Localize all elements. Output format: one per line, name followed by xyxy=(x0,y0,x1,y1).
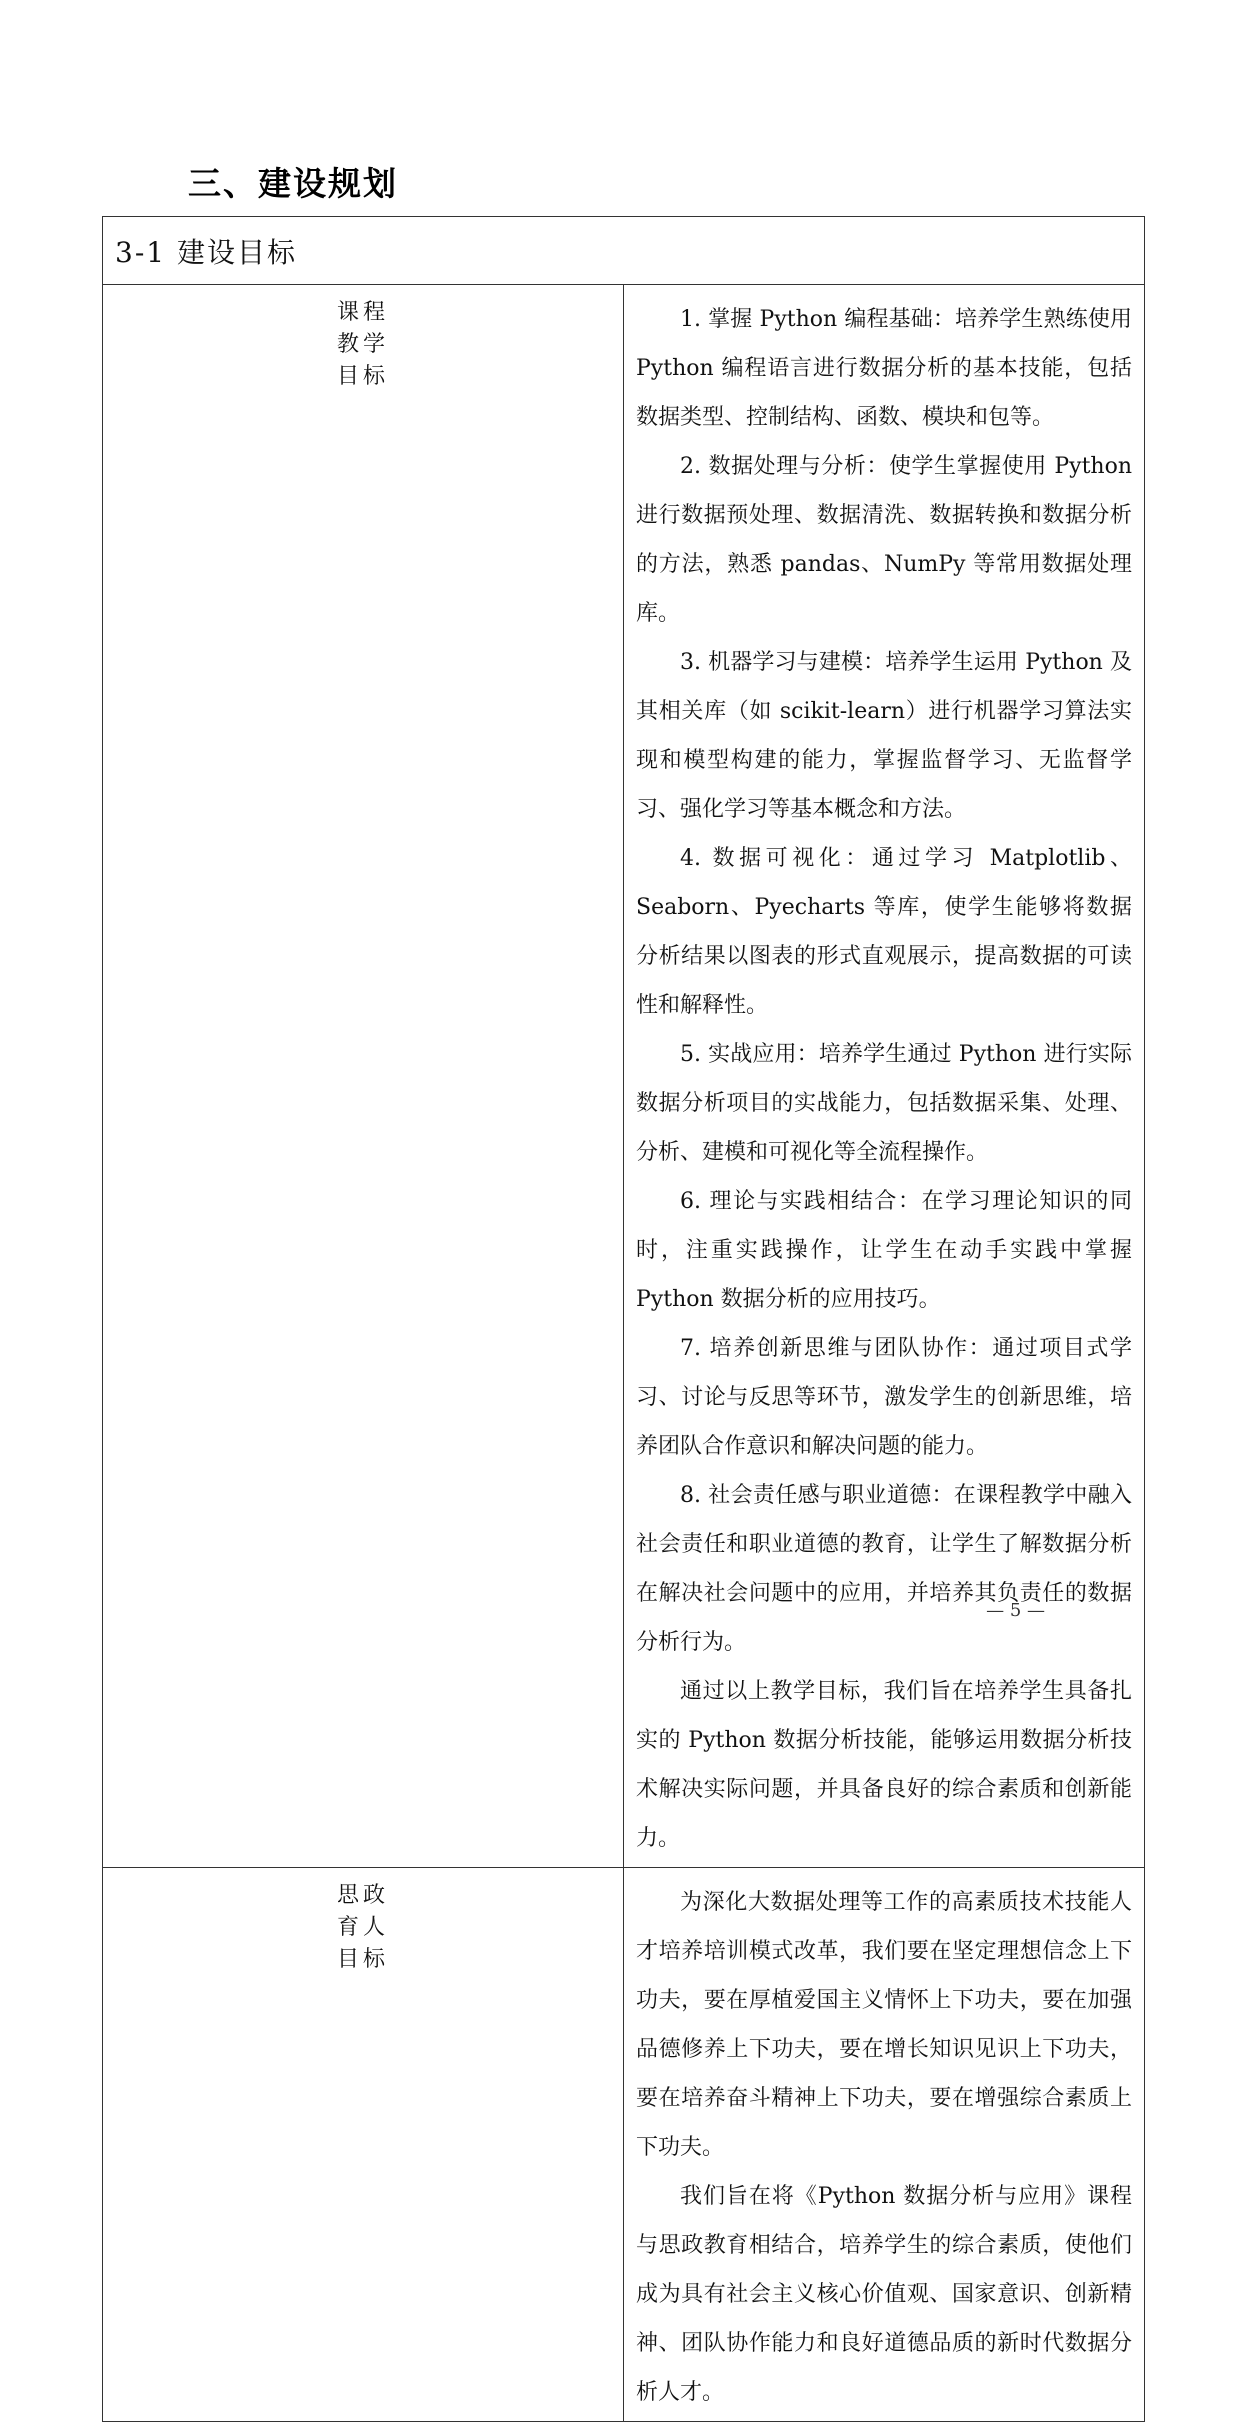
goal-paragraph: 8. 社会责任感与职业道德：在课程教学中融入社会责任和职业道德的教育，让学生了解数据分析在解决社会问题中的应用，并培养其负责任的数据分析行为。 xyxy=(636,1483,1132,1655)
goal-paragraph: 4. 数据可视化：通过学习 Matplotlib、Seaborn、Pyecharts 等库，使学生能够将数据分析结果以图表的形式直观展示，提高数据的可读性和解释性。 xyxy=(636,846,1132,1018)
goal-paragraph: 6. 理论与实践相结合：在学习理论知识的同时，注重实践操作，让学生在动手实践中掌握 Python 数据分析的应用技巧。 xyxy=(636,1189,1132,1312)
label-line: 课程 xyxy=(336,300,389,325)
label-line: 目标 xyxy=(336,364,389,389)
row-label-teaching-goals xyxy=(103,285,624,1868)
label-line: 思政 xyxy=(336,1883,389,1908)
section-heading: 三、建设规划 xyxy=(188,164,398,203)
goal-paragraph: 3. 机器学习与建模：培养学生运用 Python 及其相关库（如 scikit-learn）进行机器学习算法实现和模型构建的能力，掌握监督学习、无监督学习、强化学习等基本概念和方法。 xyxy=(636,650,1132,822)
ideological-paragraph: 我们旨在将《Python 数据分析与应用》课程与思政教育相结合，培养学生的综合素质，使他们成为具有社会主义核心价值观、国家意识、创新精神、团队协作能力和良好道德品质的新时代数据分析人才。 xyxy=(636,2184,1132,2405)
goal-paragraph: 1. 掌握 Python 编程基础：培养学生熟练使用 Python 编程语言进行数据分析的基本技能，包括数据类型、控制结构、函数、模块和包等。 xyxy=(636,307,1132,430)
ideological-goals-content xyxy=(624,1868,1145,2422)
row-label-ideological-goals xyxy=(103,1868,624,2422)
goal-paragraph: 2. 数据处理与分析：使学生掌握使用 Python 进行数据预处理、数据清洗、数据转换和数据分析的方法，熟悉 pandas、NumPy 等常用数据处理库。 xyxy=(636,454,1132,626)
label-line: 教学 xyxy=(336,332,389,357)
ideological-paragraph: 为深化大数据处理等工作的高素质技术技能人才培养培训模式改革，我们要在坚定理想信念上下功夫，要在厚植爱国主义情怀上下功夫，要在加强品德修养上下功夫，要在增长知识见识上下功夫，要在培养奋斗精神上下功夫，要在增强综合素质上下功夫。 xyxy=(636,1890,1132,2160)
teaching-goals-content xyxy=(624,285,1145,1868)
plan-table xyxy=(102,216,1145,2422)
label-line: 育人 xyxy=(336,1915,389,1940)
label-line: 目标 xyxy=(336,1947,389,1972)
table-title-row xyxy=(103,217,1145,285)
table-row xyxy=(103,1868,1145,2422)
table-row xyxy=(103,285,1145,1868)
goal-paragraph: 7. 培养创新思维与团队协作：通过项目式学习、讨论与反思等环节，激发学生的创新思维，培养团队合作意识和解决问题的能力。 xyxy=(636,1336,1132,1459)
table-title: 3-1 建设目标 xyxy=(103,217,1145,285)
goal-summary-paragraph: 通过以上教学目标，我们旨在培养学生具备扎实的 Python 数据分析技能，能够运用数据分析技术解决实际问题，并具备良好的综合素质和创新能力。 xyxy=(636,1679,1132,1851)
goal-paragraph: 5. 实战应用：培养学生通过 Python 进行实际数据分析项目的实战能力，包括数据采集、处理、分析、建模和可视化等全流程操作。 xyxy=(636,1042,1132,1165)
page-number: — 5 — xyxy=(986,1600,1045,1621)
